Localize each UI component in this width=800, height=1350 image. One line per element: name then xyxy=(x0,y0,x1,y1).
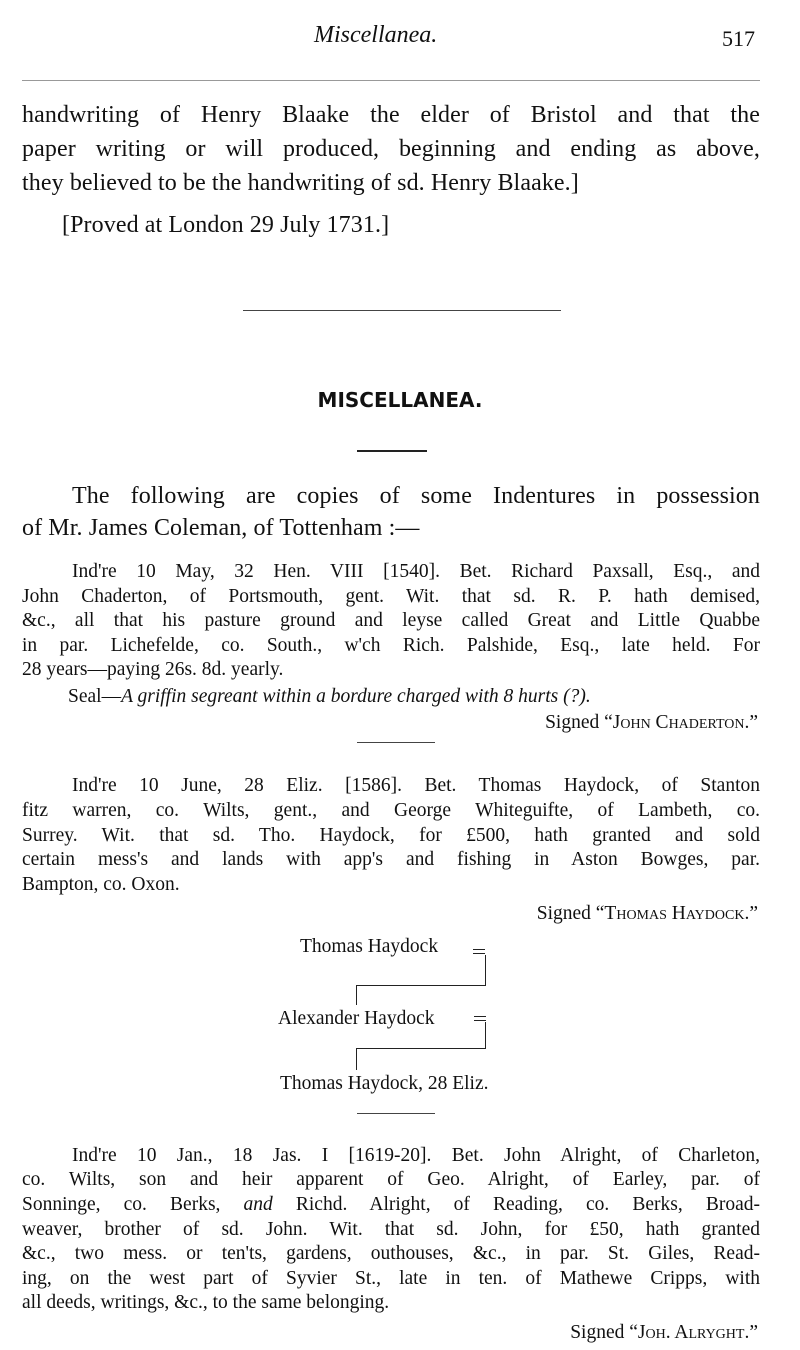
text-line: co. Wilts, son and heir apparent of Geo. Alright, of Earley, par. of xyxy=(22,1169,760,1190)
signed-label: Signed xyxy=(545,712,600,733)
signature: “Joh. Alryght.” xyxy=(629,1322,758,1343)
descent-line xyxy=(485,1022,486,1048)
text-line: The following are copies of some Indentures in possession xyxy=(72,483,760,509)
signature-line xyxy=(545,712,758,734)
signature-line xyxy=(570,1322,758,1344)
entry-divider xyxy=(357,1113,435,1114)
running-title: Miscellanea. xyxy=(314,22,438,48)
text-line: &c., all that his pasture ground and leyse called Great and Little Quabbe xyxy=(22,610,760,631)
text-line: in par. Lichefelde, co. South., w'ch Rich. Palshide, Esq., late held. For xyxy=(22,635,760,656)
text-span: Richd. Alright, of Reading, co. Berks, Broad- xyxy=(295,1194,760,1215)
pedigree-person: Thomas Haydock xyxy=(300,936,439,957)
descent-line xyxy=(356,985,486,986)
marriage-mark xyxy=(474,1020,486,1021)
seal-text: A griffin segreant within a bordure charged with 8 hurts (?). xyxy=(121,686,591,707)
text-line: handwriting of Henry Blaake the elder of Bristol and that the xyxy=(22,102,760,128)
descent-line xyxy=(356,1048,357,1070)
text-line: fitz warren, co. Wilts, gent., and George Whiteguifte, of Lambeth, co. xyxy=(22,800,760,821)
page-number: 517 xyxy=(722,26,755,51)
text-line: 28 years—paying 26s. 8d. yearly. xyxy=(22,659,284,680)
text-line: they believed to be the handwriting of sd. Henry Blaake.] xyxy=(22,170,579,196)
seal-description xyxy=(68,686,591,708)
text-line: paper writing or will produced, beginning and ending as above, xyxy=(22,136,760,162)
title-rule xyxy=(357,450,427,452)
section-title: MISCELLANEA. xyxy=(317,388,483,412)
text-line: Ind're 10 Jan., 18 Jas. I [1619-20]. Bet. John Alright, of Charleton, xyxy=(72,1145,760,1166)
signed-label: Signed xyxy=(570,1322,625,1343)
proved-note: [Proved at London 29 July 1731.] xyxy=(62,212,390,238)
descent-line xyxy=(356,985,357,1005)
marriage-mark xyxy=(473,949,485,950)
text-line xyxy=(22,1195,760,1215)
header-rule xyxy=(22,80,760,81)
text-line: Surrey. Wit. that sd. Tho. Haydock, for £500, hath granted and sold xyxy=(22,825,760,846)
text-line: John Chaderton, of Portsmouth, gent. Wit. that sd. R. P. hath demised, xyxy=(22,586,760,607)
text-line: certain mess's and lands with app's and fishing in Aston Bowges, par. xyxy=(22,849,760,870)
text-line: &c., two mess. or ten'ts, gardens, outhouses, &c., in par. St. Giles, Read- xyxy=(22,1243,760,1264)
signature: “John Chaderton.” xyxy=(604,712,758,733)
text-span: and xyxy=(243,1194,273,1215)
entry-divider xyxy=(357,742,435,743)
section-divider xyxy=(243,310,561,311)
signature-line xyxy=(537,903,758,925)
signed-label: Signed xyxy=(536,903,591,924)
text-line: Ind're 10 May, 32 Hen. VIII [1540]. Bet. Richard Paxsall, Esq., and xyxy=(72,561,760,582)
descent-line xyxy=(356,1048,486,1049)
seal-label: Seal— xyxy=(68,686,122,707)
marriage-mark xyxy=(473,953,485,954)
text-line: weaver, brother of sd. John. Wit. that sd. John, for £50, hath granted xyxy=(22,1219,760,1240)
text-line: of Mr. James Coleman, of Tottenham :— xyxy=(22,515,420,541)
pedigree-person: Thomas Haydock, 28 Eliz. xyxy=(280,1073,489,1094)
text-line: Bampton, co. Oxon. xyxy=(22,874,180,895)
signature: “Thomas Haydock.” xyxy=(595,903,758,924)
text-line: all deeds, writings, &c., to the same belonging. xyxy=(22,1292,390,1313)
text-span: Sonninge, co. Berks, xyxy=(22,1194,221,1215)
text-line: ing, on the west part of Syvier St., late in ten. of Mathewe Cripps, with xyxy=(22,1268,760,1289)
pedigree-person: Alexander Haydock xyxy=(278,1008,435,1029)
marriage-mark xyxy=(474,1016,486,1017)
descent-line xyxy=(485,955,486,985)
text-line: Ind're 10 June, 28 Eliz. [1586]. Bet. Thomas Haydock, of Stanton xyxy=(72,775,760,796)
